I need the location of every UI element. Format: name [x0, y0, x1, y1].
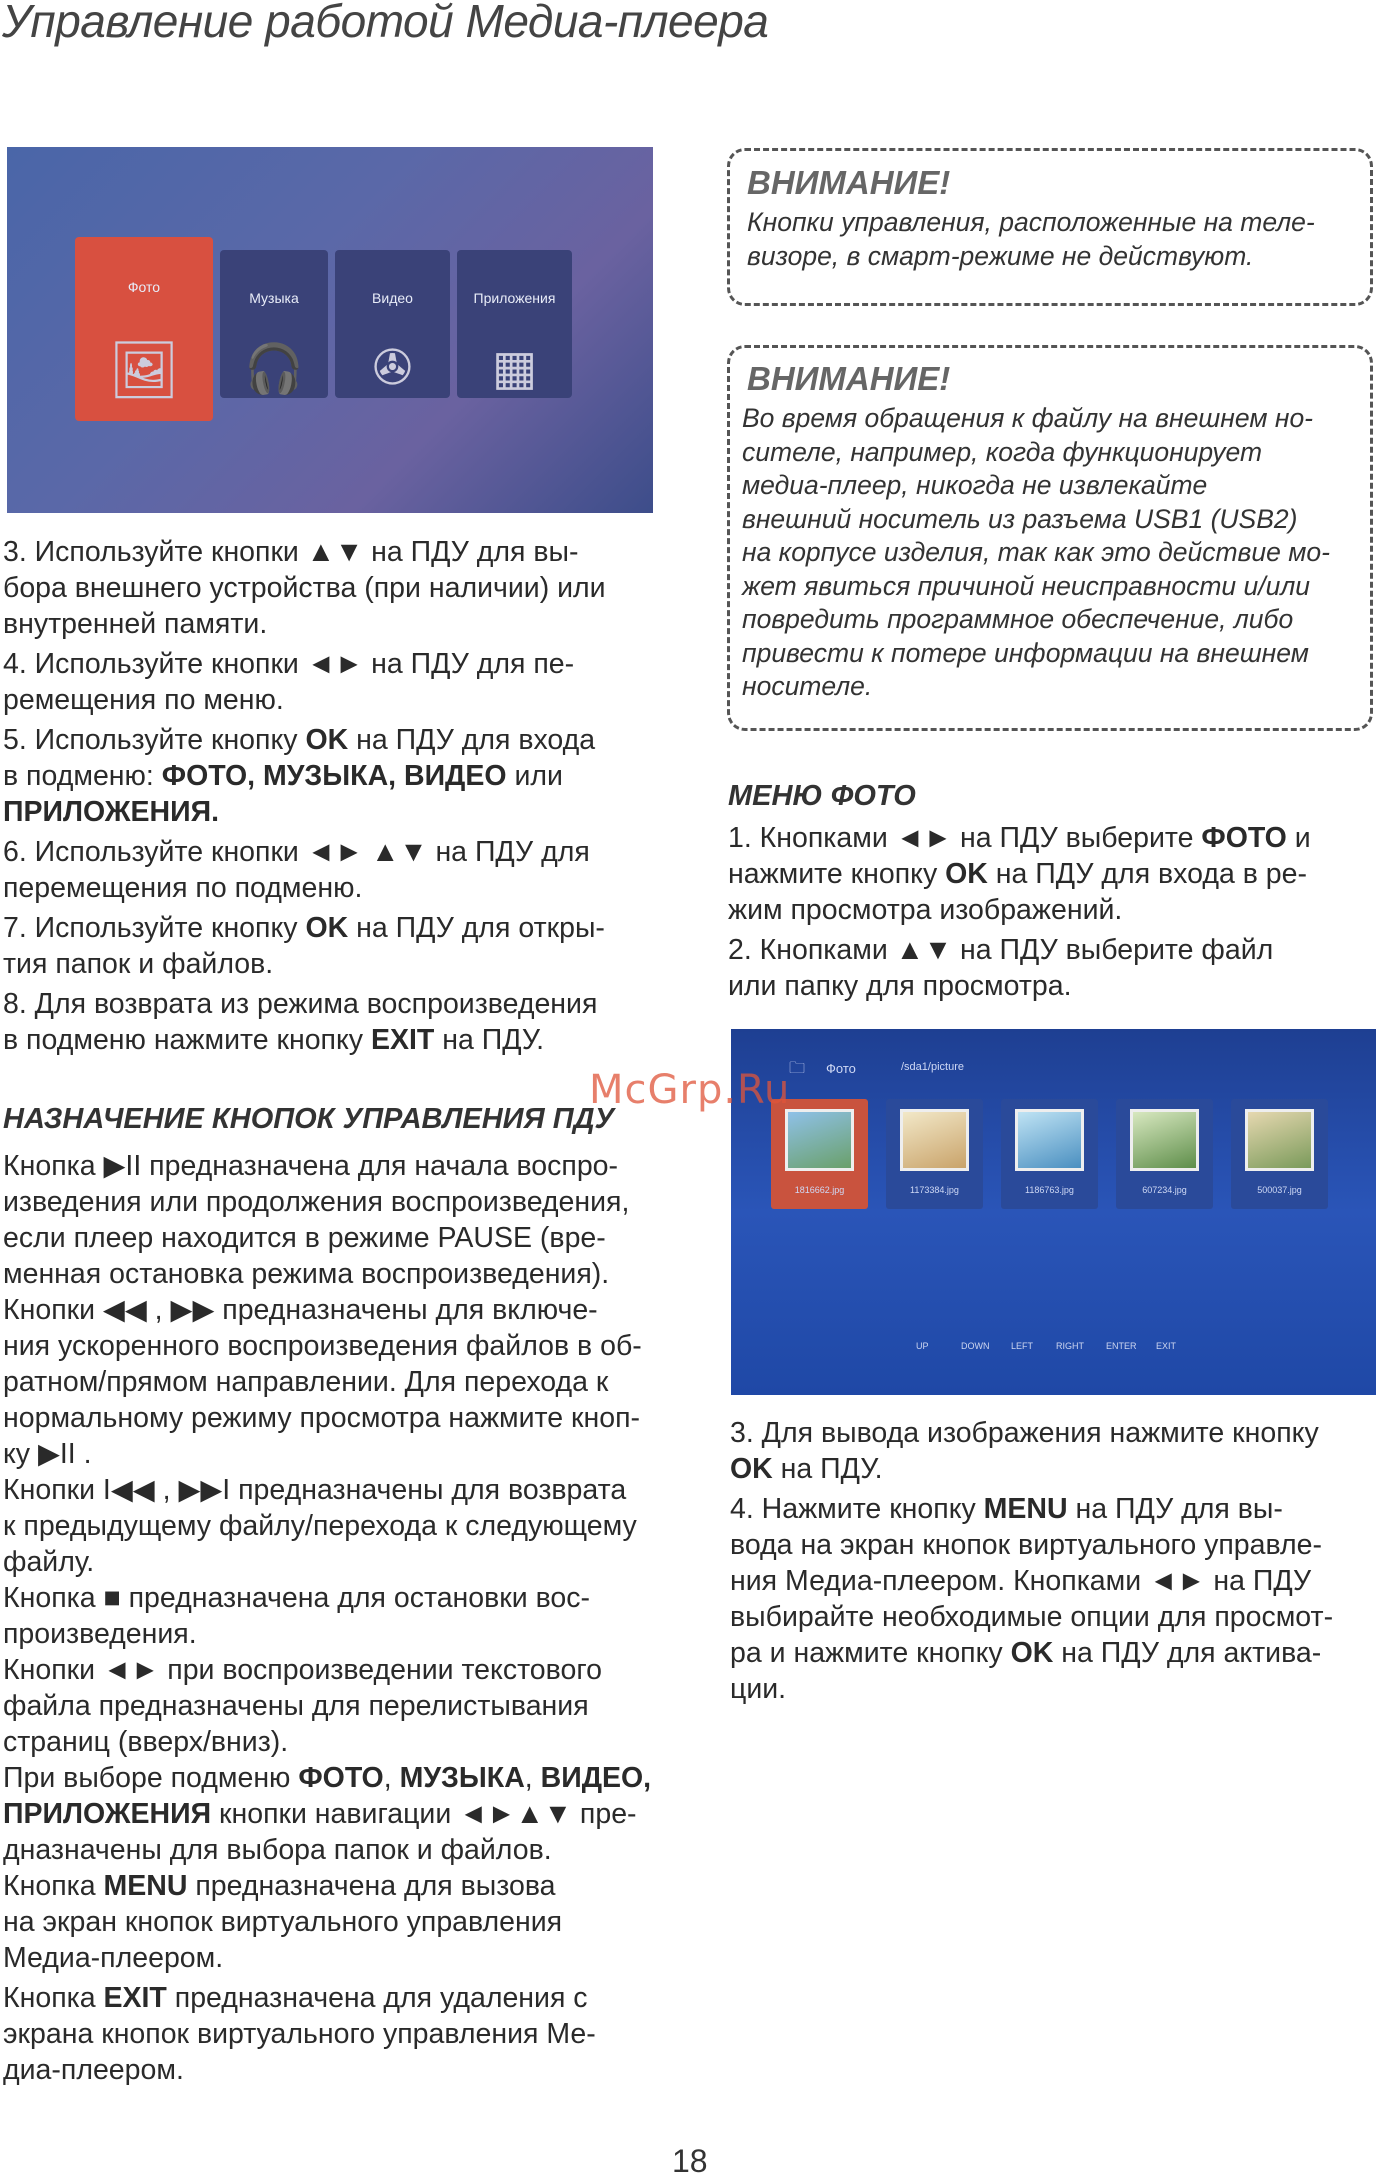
file-name: 607234.jpg: [1142, 1185, 1187, 1195]
image-thumbnail: [785, 1109, 854, 1171]
warning-title: ВНИМАНИЕ!: [747, 360, 951, 397]
photo-browser-screenshot: [731, 1029, 1376, 1395]
section-heading-remote-buttons: НАЗНАЧЕНИЕ КНОПОК УПРАВЛЕНИЯ ПДУ: [3, 1103, 615, 1135]
thumbnail: [886, 1099, 983, 1209]
menu-tile-apps: [457, 250, 572, 398]
control-exit: EXIT: [1156, 1341, 1177, 1351]
remote-buttons-description: Кнопка ▶II предназначена для начала воспро- изведения или продолжения воспроизведения, если плеер находится в режиме PAUSE (вре- менная остановка режима воспроизведения). Кнопки ◀◀ , ▶▶ предназначены для включе- ния ускоренного воспроизведения файлов в об- ратном/прямом направлении. Для перехода к нормальному режиму просмотра нажмите кноп- ку ▶II . Кнопки I◀◀ , ▶▶I предназначены для возврата к предыдущему файлу/перехода к следующему файлу. Кнопка ■ предназначена для остановки вос- произведения. Кнопки ◄► при воспроизведении текстового файла предназначены для перелистывания страниц (вверх/вниз). При выборе подменю ФОТО, МУЗЫКА, ВИДЕО, ПРИЛОЖЕНИЯ кнопки навигации ◄►▲▼ пре- дназначены для выбора папок и файлов. Кнопка MENU предназначена для вызова на экран кнопок виртуального управления Медиа-плеером. Кнопка EXIT предназначена для удаления с экрана кнопок виртуального управления Ме- диа-плеером.: [3, 1150, 652, 2086]
tile-label: Видео: [372, 290, 413, 306]
photo-step-4: 4. Нажмите кнопку MENU на ПДУ для вы- вода на экран кнопок виртуального управле- ния Медиа-плеером. Кнопками ◄► на ПДУ выбирайте необходимые опции для просмот- ра и нажмите кнопку OK на ПДУ для актива- ции.: [730, 1493, 1334, 1705]
photo-step-2: 2. Кнопками ▲▼ на ПДУ выберите файл или папку для просмотра.: [728, 934, 1274, 1002]
image-thumbnail: [1015, 1109, 1084, 1171]
section-heading-photo-menu: МЕНЮ ФОТО: [728, 780, 916, 812]
control-left: LEFT: [1011, 1341, 1034, 1351]
thumbnail: [1231, 1099, 1328, 1209]
warning-text: Кнопки управления, расположенные на теле- визоре, в смарт-режиме не действуют.: [747, 207, 1315, 271]
folder-path: /sda1/picture: [901, 1061, 964, 1073]
page-title: Управление работой Медиа-плеера: [2, 0, 769, 47]
thumbnail: [771, 1099, 868, 1209]
main-menu-screenshot: [7, 147, 653, 513]
menu-tile-music: [220, 250, 328, 398]
step-7: 7. Используйте кнопку OK на ПДУ для откры- тия папок и файлов.: [3, 912, 605, 980]
menu-tile-video: [335, 250, 450, 398]
step-3: 3. Используйте кнопки ▲▼ на ПДУ для вы- бора внешнего устройства (при наличии) или внутренней памяти.: [3, 536, 606, 640]
tile-label: Музыка: [249, 290, 299, 306]
control-right: RIGHT: [1056, 1341, 1084, 1351]
tile-label: Приложения: [473, 290, 556, 306]
file-name: 1816662.jpg: [794, 1185, 845, 1195]
control-down: DOWN: [961, 1341, 990, 1351]
folder-icon: 🗀: [789, 1060, 806, 1077]
thumbnail: [1116, 1099, 1213, 1209]
apps-icon: ▦: [491, 342, 538, 395]
warning-title: ВНИМАНИЕ!: [747, 164, 951, 201]
page-number: 18: [672, 2143, 708, 2179]
headphones-icon: 🎧: [244, 343, 304, 396]
warning-box-1: [727, 148, 1373, 306]
control-up: UP: [916, 1341, 929, 1351]
photo-step-3: 3. Для вывода изображения нажмите кнопку OK на ПДУ.: [730, 1417, 1319, 1485]
watermark: McGrp.Ru: [589, 1067, 791, 1113]
tile-label: Фото: [127, 279, 161, 295]
steps-list: [3, 534, 683, 1058]
step-8: 8. Для возврата из режима воспроизведения в подменю нажмите кнопку EXIT на ПДУ.: [3, 988, 598, 1056]
film-reel-icon: ✇: [372, 342, 413, 395]
screen-label: Фото: [826, 1061, 856, 1076]
file-name: 1186763.jpg: [1025, 1185, 1074, 1195]
image-thumbnail: [1245, 1109, 1314, 1171]
step-6: 6. Используйте кнопки ◄► ▲▼ на ПДУ для перемещения по подменю.: [3, 836, 590, 904]
image-thumbnail: [1130, 1109, 1199, 1171]
photo-menu-steps-cont: [730, 1415, 1375, 1707]
image-thumbnail: [900, 1109, 969, 1171]
file-name: 1173384.jpg: [910, 1185, 959, 1195]
photo-menu-steps: [728, 820, 1368, 1004]
photo-icon: 🖼: [108, 338, 180, 401]
menu-tile-photo: [75, 237, 213, 421]
thumbnail: [1001, 1099, 1098, 1209]
step-4: 4. Используйте кнопки ◄► на ПДУ для пе- ремещения по меню.: [3, 648, 575, 716]
file-name: 500037.jpg: [1257, 1185, 1302, 1195]
warning-box-2: [727, 345, 1373, 731]
photo-step-1: 1. Кнопками ◄► на ПДУ выберите ФОТО и нажмите кнопку OK на ПДУ для входа в ре- жим просмотра изображений.: [728, 822, 1311, 926]
warning-text: Во время обращения к файлу на внешнем но- сителе, например, когда функционирует медиа-плеер, никогда не извлекайте внешний носитель из разъема USB1 (USB2) на корпусе изделия, так как это действие мо- жет явиться причиной неисправности и/или повредить программное обеспечение, либо привести к потере информации на внешнем носителе.: [742, 403, 1330, 701]
step-5: 5. Используйте кнопку OK на ПДУ для входа в подменю: ФОТО, МУЗЫКА, ВИДЕО или ПРИЛОЖЕНИЯ.: [3, 724, 596, 828]
control-enter: ENTER: [1106, 1341, 1137, 1351]
